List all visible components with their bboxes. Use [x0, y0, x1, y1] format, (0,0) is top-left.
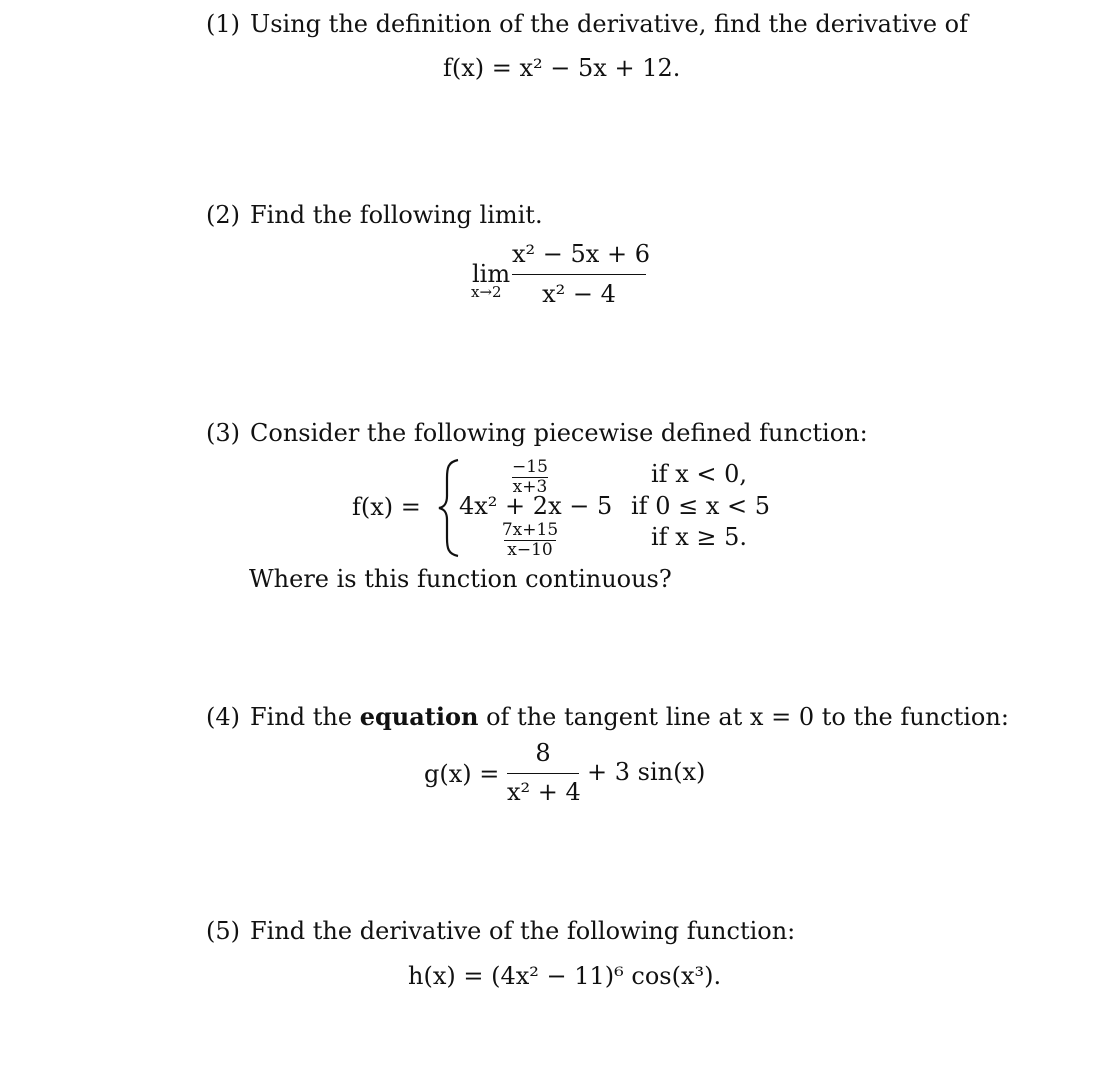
case-2-expression: 4x² + 2x − 5: [459, 492, 613, 520]
problem-4-prompt-before: Find the: [250, 703, 353, 731]
problem-3-number: (3): [206, 419, 240, 447]
problem-1-formula: f(x) = x² − 5x + 12.: [443, 54, 681, 82]
g-lhs: g(x) =: [424, 760, 500, 788]
problem-5-prompt: Find the derivative of the following function:: [250, 917, 796, 945]
limit-denominator: x² − 4: [542, 280, 616, 308]
problem-2-prompt: Find the following limit.: [250, 201, 543, 229]
problem-3-text: [206, 421, 868, 445]
problem-5-formula: h(x) = (4x² − 11)⁶ cos(x³).: [408, 962, 722, 990]
case-1-condition: if x < 0,: [651, 460, 747, 488]
problem-4-prompt-after: of the tangent line at x = 0 to the function:: [486, 703, 1009, 731]
case-3-denominator: x−10: [507, 540, 553, 560]
problem-3-prompt: Consider the following piecewise defined function:: [250, 419, 868, 447]
problem-2-number: (2): [206, 201, 240, 229]
case-3-numerator: 7x+15: [501, 520, 559, 540]
piecewise-lhs: f(x) =: [352, 493, 421, 521]
g-fraction-bar: [507, 773, 579, 774]
g-numerator: 8: [535, 739, 551, 767]
case-1-denominator: x+3: [512, 477, 548, 497]
g-denominator: x² + 4: [507, 778, 581, 806]
problem-1-text: [206, 12, 968, 36]
problem-4-number: (4): [206, 703, 240, 731]
problem-2-text: [206, 203, 543, 227]
case-2-condition: if 0 ≤ x < 5: [631, 492, 770, 520]
problem-4-text: [206, 702, 1009, 731]
problem-1-number: (1): [206, 10, 240, 38]
case-3-condition: if x ≥ 5.: [651, 523, 747, 551]
problem-1-prompt: Using the definition of the derivative, find the derivative of: [250, 10, 968, 38]
problem-5-number: (5): [206, 917, 240, 945]
limit-subscript: x→2: [471, 283, 502, 301]
limit-numerator: x² − 5x + 6: [512, 240, 650, 268]
g-tail: + 3 sin(x): [587, 758, 706, 786]
problem-3-question: Where is this function continuous?: [249, 565, 672, 593]
problem-4-prompt-bold: equation: [359, 702, 479, 731]
limit-label: lim: [472, 260, 511, 288]
case-1-numerator: −15: [512, 457, 548, 477]
problem-5-text: [206, 919, 795, 943]
limit-fraction-bar: [512, 274, 646, 275]
